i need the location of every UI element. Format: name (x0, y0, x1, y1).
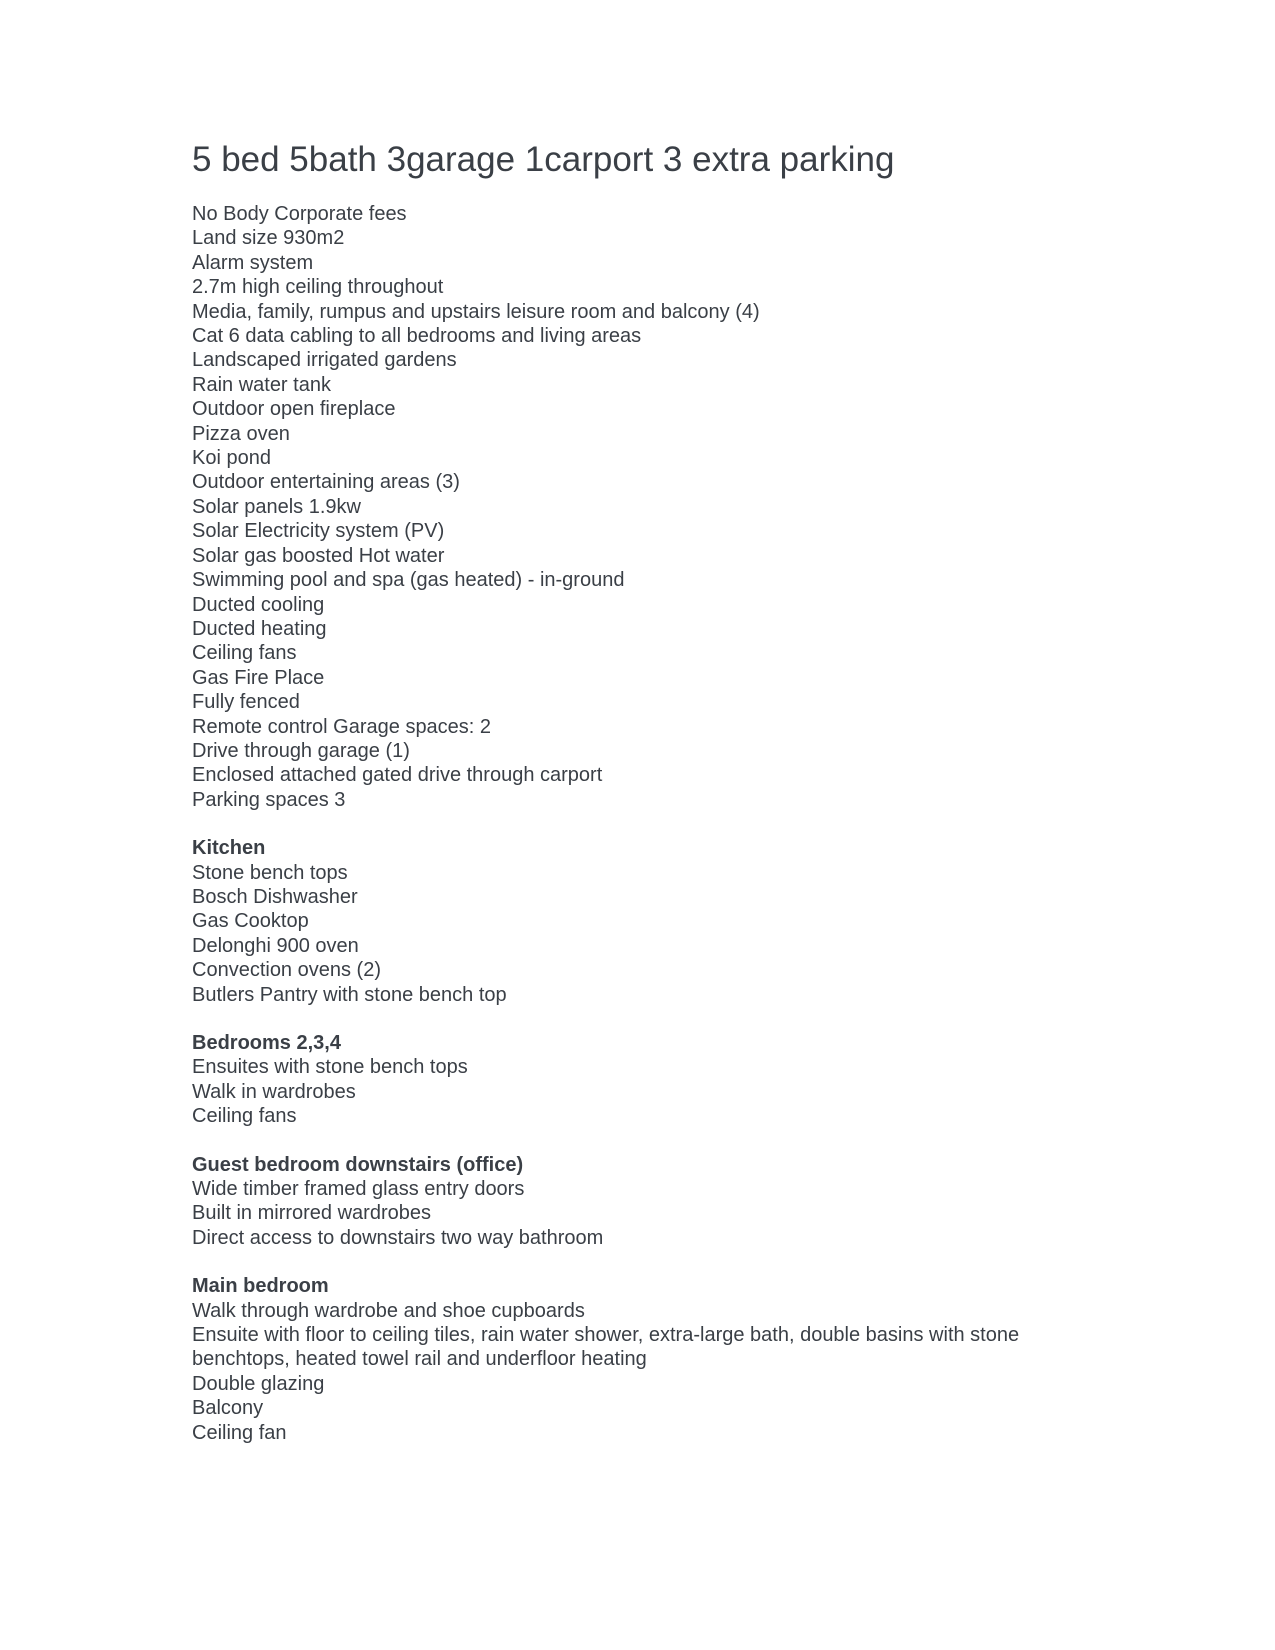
section-list (192, 1299, 1092, 1445)
feature-item: Ducted heating (192, 617, 327, 640)
feature-item: No Body Corporate fees (192, 203, 407, 225)
section-item: Ensuites with stone bench tops (192, 1056, 468, 1079)
page-title: 5 bed 5bath 3garage 1carport 3 extra parking (192, 140, 895, 179)
feature-item: Rain water tank (192, 373, 331, 396)
section-heading: Kitchen (192, 837, 266, 860)
feature-item: Land size 930m2 (192, 227, 345, 250)
feature-item: 2.7m high ceiling throughout (192, 276, 444, 299)
feature-item: Alarm system (192, 251, 314, 274)
features-list (192, 202, 1092, 812)
section-item: Walk through wardrobe and shoe cupboards (192, 1299, 585, 1322)
section-item: Balcony (192, 1397, 264, 1420)
section-item: Double glazing (192, 1372, 325, 1395)
feature-item: Koi pond (192, 447, 271, 470)
section-kitchen (192, 836, 1092, 1007)
feature-item: Media, family, rumpus and upstairs leisure room and balcony (4) (192, 300, 760, 323)
section-item: Direct access to downstairs two way bathroom (192, 1226, 604, 1249)
section-item: Bosch Dishwasher (192, 885, 358, 908)
feature-item: Solar Electricity system (PV) (192, 520, 445, 543)
section-item: Ceiling fans (192, 1105, 297, 1128)
section-item: Ensuite with floor to ceiling tiles, rain water shower, extra-large bath, double basins with stone benchtops, heated towel rail and underfloor heating (192, 1324, 1020, 1371)
feature-item: Outdoor open fireplace (192, 398, 396, 421)
section-item: Ceiling fan (192, 1421, 287, 1444)
section-heading: Main bedroom (192, 1275, 329, 1298)
feature-item: Enclosed attached gated drive through carport (192, 764, 603, 787)
section-item: Walk in wardrobes (192, 1080, 356, 1103)
feature-item: Ceiling fans (192, 642, 297, 665)
section-item: Delonghi 900 oven (192, 934, 359, 957)
section-list (192, 1177, 1092, 1250)
section-item: Built in mirrored wardrobes (192, 1202, 431, 1225)
feature-item: Drive through garage (1) (192, 739, 410, 762)
feature-item: Pizza oven (192, 422, 290, 445)
document-body (192, 138, 1092, 1445)
feature-item: Swimming pool and spa (gas heated) - in-ground (192, 569, 625, 592)
section-guest-bedroom (192, 1153, 1092, 1251)
feature-item: Solar panels 1.9kw (192, 495, 361, 518)
feature-item: Remote control Garage spaces: 2 (192, 715, 492, 738)
feature-item: Gas Fire Place (192, 666, 325, 689)
feature-item: Solar gas boosted Hot water (192, 544, 445, 567)
section-main-bedroom (192, 1274, 1092, 1445)
section-list (192, 1055, 1092, 1128)
section-item: Wide timber framed glass entry doors (192, 1178, 525, 1201)
section-item: Convection ovens (2) (192, 959, 381, 982)
section-list (192, 861, 1092, 1007)
feature-item: Ducted cooling (192, 593, 325, 616)
feature-item: Parking spaces 3 (192, 788, 346, 811)
section-heading: Guest bedroom downstairs (office) (192, 1153, 524, 1176)
feature-item: Outdoor entertaining areas (3) (192, 471, 460, 494)
feature-item: Fully fenced (192, 691, 300, 714)
section-item: Butlers Pantry with stone bench top (192, 983, 507, 1006)
section-bedrooms (192, 1031, 1092, 1129)
feature-item: Landscaped irrigated gardens (192, 349, 457, 372)
section-heading: Bedrooms 2,3,4 (192, 1032, 341, 1054)
feature-item: Cat 6 data cabling to all bedrooms and living areas (192, 325, 642, 348)
section-item: Stone bench tops (192, 861, 348, 884)
section-item: Gas Cooktop (192, 910, 309, 933)
